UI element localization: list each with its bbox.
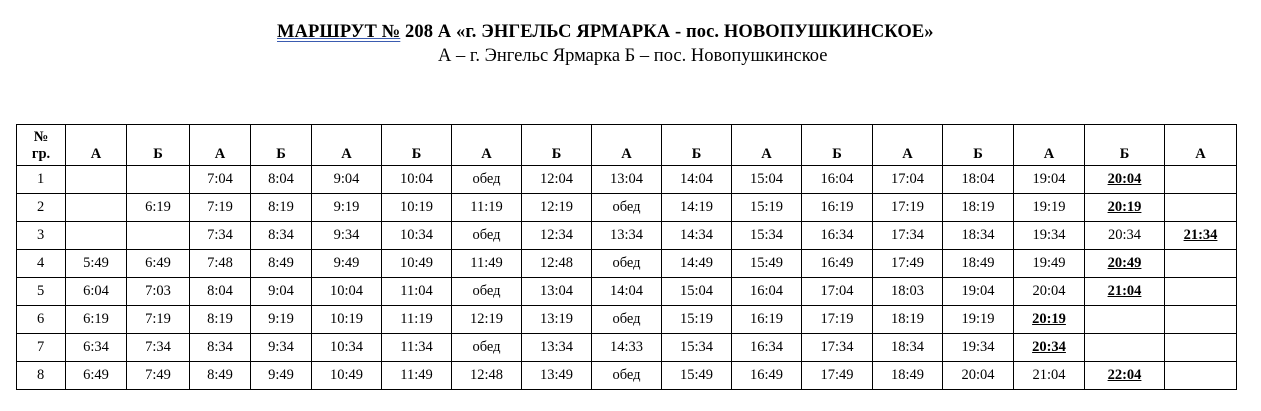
time-cell: 14:04	[662, 166, 732, 194]
time-cell: 18:49	[873, 362, 943, 390]
time-cell: 7:48	[190, 250, 251, 278]
time-cell: 17:04	[873, 166, 943, 194]
time-cell: обед	[592, 194, 662, 222]
time-cell: 12:19	[522, 194, 592, 222]
time-cell: 9:49	[312, 250, 382, 278]
column-header: А	[1014, 125, 1085, 166]
time-cell: 20:34	[1014, 334, 1085, 362]
header-row	[17, 125, 1237, 166]
time-cell: 14:33	[592, 334, 662, 362]
time-cell: 7:03	[127, 278, 190, 306]
time-cell: 8:49	[190, 362, 251, 390]
time-cell: 17:49	[802, 362, 873, 390]
time-cell: 10:34	[382, 222, 452, 250]
group-number-cell: 2	[17, 194, 66, 222]
time-cell: 18:19	[943, 194, 1014, 222]
time-cell: 10:19	[312, 306, 382, 334]
table-row	[17, 194, 1237, 222]
column-header: А	[732, 125, 802, 166]
time-cell: 19:34	[1014, 222, 1085, 250]
time-cell: 20:49	[1085, 250, 1165, 278]
table-row	[17, 222, 1237, 250]
time-cell	[127, 166, 190, 194]
column-header: А	[452, 125, 522, 166]
time-cell	[1165, 278, 1237, 306]
time-cell: 16:34	[732, 334, 802, 362]
time-cell: 7:19	[127, 306, 190, 334]
group-number-cell: 4	[17, 250, 66, 278]
time-cell: 15:34	[732, 222, 802, 250]
column-header: Б	[802, 125, 873, 166]
time-cell	[1165, 250, 1237, 278]
time-cell: 16:49	[732, 362, 802, 390]
time-cell: 8:04	[190, 278, 251, 306]
time-cell: 22:04	[1085, 362, 1165, 390]
time-cell: 20:04	[1085, 166, 1165, 194]
group-number-cell: 7	[17, 334, 66, 362]
column-header: Б	[127, 125, 190, 166]
time-cell: 13:04	[522, 278, 592, 306]
time-cell: 5:49	[66, 250, 127, 278]
time-cell: 19:19	[1014, 194, 1085, 222]
time-cell: 11:04	[382, 278, 452, 306]
time-cell: 11:19	[452, 194, 522, 222]
time-cell: обед	[452, 278, 522, 306]
time-cell	[1165, 194, 1237, 222]
time-cell	[66, 194, 127, 222]
time-cell: 10:34	[312, 334, 382, 362]
time-cell: 17:19	[802, 306, 873, 334]
time-cell	[1165, 166, 1237, 194]
time-cell: 8:19	[251, 194, 312, 222]
table-body	[17, 166, 1237, 390]
group-number-cell: 3	[17, 222, 66, 250]
time-cell: 13:34	[522, 334, 592, 362]
time-cell: 16:04	[732, 278, 802, 306]
time-cell: 6:49	[127, 250, 190, 278]
time-cell	[1165, 362, 1237, 390]
time-cell: 9:34	[312, 222, 382, 250]
column-header: Б	[251, 125, 312, 166]
time-cell: обед	[452, 166, 522, 194]
time-cell: 15:49	[732, 250, 802, 278]
group-number-header-text: № гр.	[31, 129, 51, 162]
time-cell: 21:34	[1165, 222, 1237, 250]
time-cell: 19:19	[943, 306, 1014, 334]
group-number-cell: 1	[17, 166, 66, 194]
time-cell: 15:19	[662, 306, 732, 334]
time-cell: 16:19	[732, 306, 802, 334]
time-cell: 18:34	[943, 222, 1014, 250]
time-cell: 18:03	[873, 278, 943, 306]
time-cell: обед	[452, 334, 522, 362]
time-cell: 10:04	[312, 278, 382, 306]
time-cell: 14:19	[662, 194, 732, 222]
time-cell: 19:49	[1014, 250, 1085, 278]
column-header: Б	[522, 125, 592, 166]
time-cell: 8:34	[190, 334, 251, 362]
time-cell: 13:34	[592, 222, 662, 250]
time-cell: 12:48	[522, 250, 592, 278]
time-cell: 20:04	[1014, 278, 1085, 306]
route-title	[277, 22, 934, 43]
time-cell: 17:49	[873, 250, 943, 278]
time-cell: 11:49	[382, 362, 452, 390]
time-cell: 17:04	[802, 278, 873, 306]
time-cell: 7:34	[190, 222, 251, 250]
route-title-rest: 208 А «г. ЭНГЕЛЬС ЯРМАРКА - пос. НОВОПУШКИНСКОЕ»	[400, 22, 934, 42]
time-cell: 15:04	[732, 166, 802, 194]
time-cell	[66, 166, 127, 194]
time-cell: 12:04	[522, 166, 592, 194]
time-cell: 18:19	[873, 306, 943, 334]
time-cell: 8:04	[251, 166, 312, 194]
column-header: А	[873, 125, 943, 166]
time-cell: 14:49	[662, 250, 732, 278]
time-cell: обед	[592, 250, 662, 278]
time-cell: 15:19	[732, 194, 802, 222]
time-cell: 18:34	[873, 334, 943, 362]
time-cell	[127, 222, 190, 250]
time-cell: 13:19	[522, 306, 592, 334]
time-cell: обед	[452, 222, 522, 250]
time-cell: 20:34	[1085, 222, 1165, 250]
route-subtitle: А – г. Энгельс Ярмарка Б – пос. Новопушкинское	[438, 46, 828, 66]
time-cell: 21:04	[1085, 278, 1165, 306]
time-cell: 11:34	[382, 334, 452, 362]
time-cell: 10:49	[382, 250, 452, 278]
time-cell: 14:34	[662, 222, 732, 250]
time-cell: 17:34	[873, 222, 943, 250]
time-cell: 9:19	[251, 306, 312, 334]
time-cell: 8:19	[190, 306, 251, 334]
time-cell: 20:19	[1085, 194, 1165, 222]
time-cell: 12:19	[452, 306, 522, 334]
time-cell: 18:04	[943, 166, 1014, 194]
time-cell: 12:48	[452, 362, 522, 390]
table-row	[17, 250, 1237, 278]
time-cell	[66, 222, 127, 250]
time-cell: 19:04	[943, 278, 1014, 306]
time-cell: 16:34	[802, 222, 873, 250]
time-cell	[1165, 334, 1237, 362]
time-cell: 7:19	[190, 194, 251, 222]
time-cell: 7:49	[127, 362, 190, 390]
time-cell: 6:19	[127, 194, 190, 222]
time-cell: 12:34	[522, 222, 592, 250]
time-cell: 7:34	[127, 334, 190, 362]
time-cell: 6:49	[66, 362, 127, 390]
time-cell: 13:49	[522, 362, 592, 390]
time-cell: 15:04	[662, 278, 732, 306]
time-cell: 11:19	[382, 306, 452, 334]
time-cell: 15:49	[662, 362, 732, 390]
time-cell: 11:49	[452, 250, 522, 278]
column-header: А	[312, 125, 382, 166]
time-cell	[1165, 306, 1237, 334]
time-cell: 16:19	[802, 194, 873, 222]
table-row	[17, 334, 1237, 362]
column-header: А	[1165, 125, 1237, 166]
time-cell: 8:49	[251, 250, 312, 278]
schedule-table	[16, 124, 1237, 390]
time-cell: 9:49	[251, 362, 312, 390]
column-header: А	[190, 125, 251, 166]
time-cell: 18:49	[943, 250, 1014, 278]
time-cell: 6:19	[66, 306, 127, 334]
group-number-cell: 5	[17, 278, 66, 306]
time-cell: 17:19	[873, 194, 943, 222]
route-title-prefix: МАРШРУТ №	[277, 22, 401, 42]
time-cell: 9:04	[251, 278, 312, 306]
time-cell: 7:04	[190, 166, 251, 194]
time-cell: 20:19	[1014, 306, 1085, 334]
time-cell	[1085, 334, 1165, 362]
time-cell: 19:04	[1014, 166, 1085, 194]
table-row	[17, 166, 1237, 194]
time-cell: 14:04	[592, 278, 662, 306]
time-cell: 6:34	[66, 334, 127, 362]
column-header: А	[66, 125, 127, 166]
time-cell: 9:34	[251, 334, 312, 362]
time-cell: 13:04	[592, 166, 662, 194]
time-cell: 9:04	[312, 166, 382, 194]
time-cell: 6:04	[66, 278, 127, 306]
column-header: Б	[943, 125, 1014, 166]
table-row	[17, 306, 1237, 334]
time-cell: 19:34	[943, 334, 1014, 362]
time-cell: обед	[592, 306, 662, 334]
table-row	[17, 362, 1237, 390]
group-number-cell: 6	[17, 306, 66, 334]
time-cell: 10:19	[382, 194, 452, 222]
column-header: Б	[382, 125, 452, 166]
time-cell: 10:04	[382, 166, 452, 194]
time-cell	[1085, 306, 1165, 334]
table-row	[17, 278, 1237, 306]
group-number-header	[17, 125, 66, 166]
time-cell: 16:49	[802, 250, 873, 278]
group-number-cell: 8	[17, 362, 66, 390]
column-header: Б	[662, 125, 732, 166]
time-cell: 21:04	[1014, 362, 1085, 390]
time-cell: 9:19	[312, 194, 382, 222]
time-cell: 17:34	[802, 334, 873, 362]
time-cell: 8:34	[251, 222, 312, 250]
time-cell: 15:34	[662, 334, 732, 362]
time-cell: 10:49	[312, 362, 382, 390]
column-header: Б	[1085, 125, 1165, 166]
time-cell: 16:04	[802, 166, 873, 194]
time-cell: обед	[592, 362, 662, 390]
time-cell: 20:04	[943, 362, 1014, 390]
column-header: А	[592, 125, 662, 166]
